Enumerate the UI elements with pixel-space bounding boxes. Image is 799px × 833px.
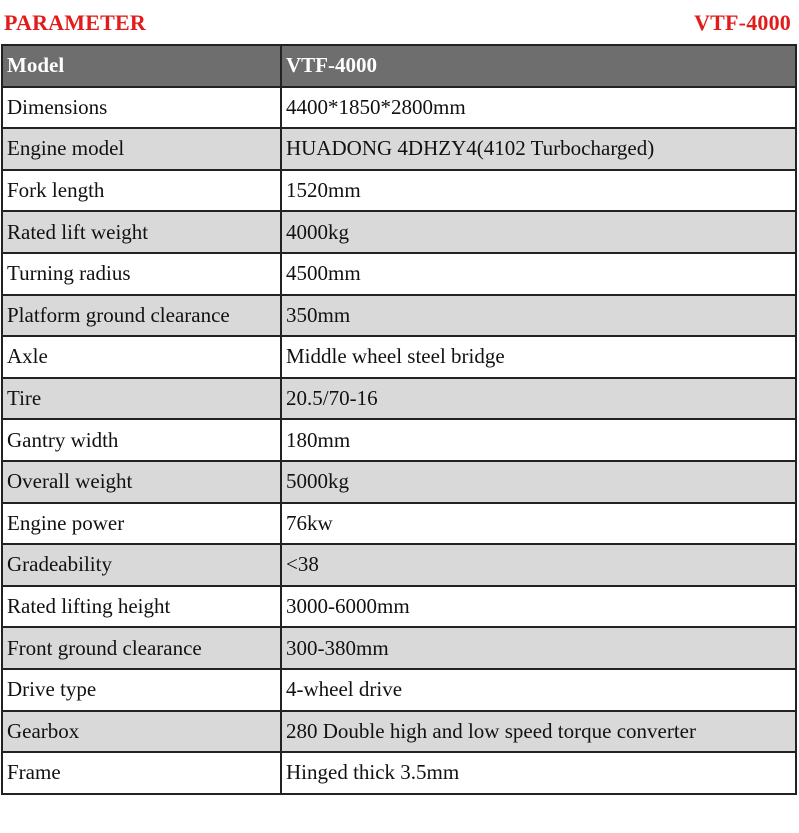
row-value-cell: 20.5/70-16 [281, 378, 796, 420]
table-row [2, 419, 796, 461]
table-row [2, 544, 796, 586]
row-label-cell: Tire [2, 378, 281, 420]
row-value-cell: 5000kg [281, 461, 796, 503]
parameter-title: PARAMETER [4, 10, 146, 35]
table-row [2, 378, 796, 420]
row-label-cell: Gantry width [2, 419, 281, 461]
table-row [2, 253, 796, 295]
row-value-cell: 180mm [281, 419, 796, 461]
row-value-cell: 280 Double high and low speed torque converter [281, 711, 796, 753]
row-label-cell: Rated lift weight [2, 211, 281, 253]
row-label-cell: Rated lifting height [2, 586, 281, 628]
row-label-cell: Gearbox [2, 711, 281, 753]
table-row [2, 503, 796, 545]
row-label-cell: Platform ground clearance [2, 295, 281, 337]
row-value-cell: 4000kg [281, 211, 796, 253]
row-value-cell: 1520mm [281, 170, 796, 212]
table-row [2, 128, 796, 170]
table-row [2, 752, 796, 794]
table-row [2, 295, 796, 337]
table-row [2, 627, 796, 669]
row-label-cell: Axle [2, 336, 281, 378]
row-value-cell: 4-wheel drive [281, 669, 796, 711]
row-label-cell: Dimensions [2, 87, 281, 129]
row-label-cell: Front ground clearance [2, 627, 281, 669]
row-label-cell: Drive type [2, 669, 281, 711]
row-value-cell: 300-380mm [281, 627, 796, 669]
table-row [2, 170, 796, 212]
row-label-cell: Frame [2, 752, 281, 794]
table-header-row [2, 45, 796, 87]
header-bar [0, 0, 799, 44]
table-row [2, 586, 796, 628]
model-title: VTF-4000 [694, 10, 791, 35]
table-row [2, 336, 796, 378]
row-label-cell: Engine model [2, 128, 281, 170]
header-value-cell: VTF-4000 [281, 45, 796, 87]
row-label-cell: Engine power [2, 503, 281, 545]
row-value-cell: 350mm [281, 295, 796, 337]
table-row [2, 211, 796, 253]
row-value-cell: HUADONG 4DHZY4(4102 Turbocharged) [281, 128, 796, 170]
row-value-cell: <38 [281, 544, 796, 586]
table-row [2, 87, 796, 129]
row-label-cell: Fork length [2, 170, 281, 212]
row-value-cell: Middle wheel steel bridge [281, 336, 796, 378]
table-row [2, 711, 796, 753]
table-row [2, 669, 796, 711]
row-label-cell: Turning radius [2, 253, 281, 295]
row-value-cell: 3000-6000mm [281, 586, 796, 628]
row-value-cell: 76kw [281, 503, 796, 545]
row-label-cell: Overall weight [2, 461, 281, 503]
header-label-cell: Model [2, 45, 281, 87]
row-value-cell: 4400*1850*2800mm [281, 87, 796, 129]
row-label-cell: Gradeability [2, 544, 281, 586]
row-value-cell: Hinged thick 3.5mm [281, 752, 796, 794]
table-row [2, 461, 796, 503]
row-value-cell: 4500mm [281, 253, 796, 295]
parameter-table [1, 44, 797, 795]
